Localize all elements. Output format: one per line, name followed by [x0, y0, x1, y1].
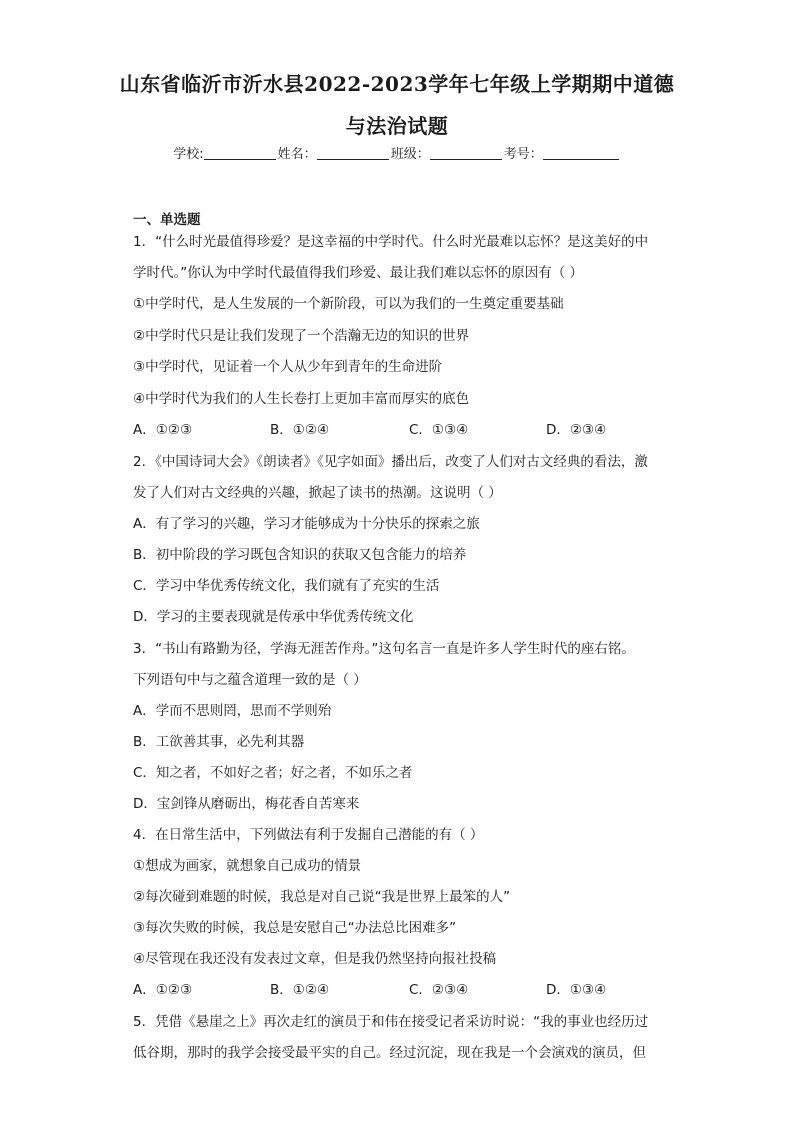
- q2-option-b[interactable]: B．初中阶段的学习既包含知识的获取又包含能力的培养: [133, 547, 467, 563]
- q4-option-b[interactable]: B．①②④: [270, 982, 330, 998]
- q2-option-d[interactable]: D．学习的主要表现就是传承中华优秀传统文化: [133, 609, 414, 625]
- class-label: 班级：: [390, 147, 430, 162]
- q2-option-a[interactable]: A．有了学习的兴趣，学习才能够成为十分快乐的探索之旅: [133, 516, 480, 532]
- q4-item-4: ④尽管现在我还没有发表过文章，但是我仍然坚持向报社投稿: [133, 951, 497, 967]
- school-label: 学校:: [173, 147, 204, 162]
- q4-item-1: ①想成为画家，就想象自己成功的情景: [133, 858, 362, 874]
- class-blank[interactable]: [430, 145, 502, 160]
- q1-option-c[interactable]: C．①③④: [409, 422, 469, 438]
- q3-option-b[interactable]: B．工欲善其事，必先利其器: [133, 734, 305, 750]
- q2-stem-line-1: 2．《中国诗词大会》《朗读者》《见字如面》播出后，改变了人们对古文经典的看法，激: [133, 454, 648, 470]
- section-title: 一、单选题: [133, 212, 201, 228]
- q3-option-c[interactable]: C．知之者，不如好之者；好之者，不如乐之者: [133, 765, 413, 781]
- q1-stem-line-1: 1．“什么时光最值得珍爱？是这幸福的中学时代。什么时光最难以忘怀？是这美好的中: [133, 234, 649, 250]
- q1-item-2: ②中学时代只是让我们发现了一个浩瀚无边的知识的世界: [133, 328, 470, 344]
- exam-title-line-1: 山东省临沂市沂水县2022-2023学年七年级上学期期中道德: [119, 72, 675, 96]
- q4-stem-line-1: 4．在日常生活中，下列做法有利于发掘自己潜能的有（ ）: [133, 827, 484, 843]
- q5-stem-line-2: 低谷期，那时的我学会接受最平实的自己。经过沉淀，现在我是一个会演戏的演员，但: [133, 1045, 646, 1061]
- q4-option-c[interactable]: C．②③④: [409, 982, 469, 998]
- exam-title-line-2: 与法治试题: [345, 114, 449, 138]
- student-info-row: [0, 143, 794, 162]
- q1-item-3: ③中学时代，见证着一个人从少年到青年的生命进阶: [133, 359, 443, 375]
- name-blank[interactable]: [317, 145, 389, 160]
- q4-option-a[interactable]: A．①②③: [133, 982, 193, 998]
- q3-option-d[interactable]: D．宝剑锋从磨砺出，梅花香自苦寒来: [133, 796, 360, 812]
- q3-stem-line-2: 下列语句中与之蕴含道理一致的是（ ）: [133, 672, 367, 688]
- q2-stem-line-2: 发了人们对古文经典的兴趣，掀起了读书的热潮。这说明（ ）: [133, 485, 502, 501]
- q1-option-a[interactable]: A．①②③: [133, 422, 193, 438]
- exam-no-label: 考号：: [503, 147, 543, 162]
- exam-no-blank[interactable]: [543, 145, 619, 160]
- q2-option-c[interactable]: C．学习中华优秀传统文化，我们就有了充实的生活: [133, 578, 440, 594]
- q1-item-4: ④中学时代为我们的人生长卷打上更加丰富而厚实的底色: [133, 391, 470, 407]
- q1-stem-line-2: 学时代。”你认为中学时代最值得我们珍爱、最让我们难以忘怀的原因有（ ）: [133, 265, 584, 281]
- q5-stem-line-1: 5．凭借《悬崖之上》再次走红的演员于和伟在接受记者采访时说：“我的事业也经历过: [133, 1014, 649, 1030]
- school-blank[interactable]: [204, 145, 276, 160]
- q1-option-b[interactable]: B．①②④: [270, 422, 330, 438]
- q4-option-d[interactable]: D．①③④: [546, 982, 607, 998]
- q3-stem-line-1: 3．“书山有路勤为径，学海无涯苦作舟。”这句名言一直是许多人学生时代的座右铭。: [133, 641, 635, 657]
- q1-item-1: ①中学时代，是人生发展的一个新阶段，可以为我们的一生奠定重要基础: [133, 296, 564, 312]
- q4-item-3: ③每次失败的时候，我总是安慰自己“办法总比困难多”: [133, 920, 457, 936]
- name-label: 姓名：: [277, 147, 317, 162]
- q4-item-2: ②每次碰到难题的时候，我总是对自己说“我是世界上最笨的人”: [133, 889, 511, 905]
- q1-option-d[interactable]: D．②③④: [546, 422, 607, 438]
- q3-option-a[interactable]: A．学而不思则罔，思而不学则殆: [133, 703, 332, 719]
